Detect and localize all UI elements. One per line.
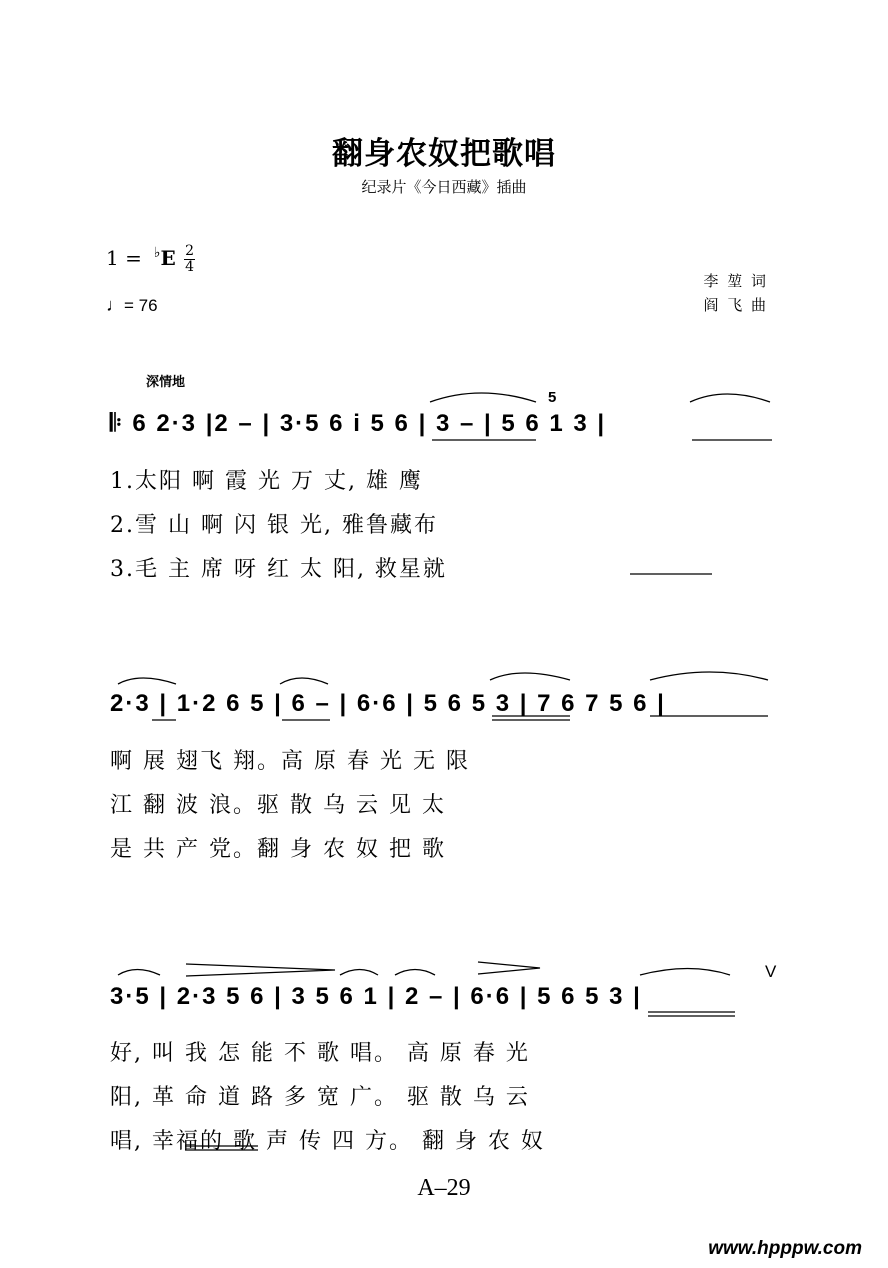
lyric-line-2-2: 江 翻 波 浪。驱 散 乌 云 见 太 xyxy=(110,793,446,818)
website-watermark: www.hpppw.com xyxy=(708,1238,862,1259)
notation-row-2: 2·3 | 1·2 6 5 | 6 – | 6·6 | 5 6 5 3 | 7 6 7 5 6 | xyxy=(110,690,666,717)
notation-row-1: 𝄆 6 2·3 |2 – | 3·5 6 i 5 6 | 3 – | 5 6 1 3 | xyxy=(110,410,607,437)
lyric-line-3-3: 唱, 幸福的 歌 声 传 四 方。 翻 身 农 奴 xyxy=(110,1129,545,1154)
flat-sign: ♭ xyxy=(153,245,161,262)
lyric-line-2-3: 是 共 产 党。翻 身 农 奴 把 歌 xyxy=(110,837,446,862)
song-subtitle: 纪录片《今日西藏》插曲 xyxy=(361,178,527,196)
time-signature-bottom: 4 xyxy=(185,259,194,275)
lyric-line-2-1: 啊 展 翅飞 翔。高 原 春 光 无 限 xyxy=(110,749,470,774)
key-label: 1 = xyxy=(106,246,142,270)
lyricist-credit: 李 堃 词 xyxy=(703,272,768,290)
song-title: 翻身农奴把歌唱 xyxy=(332,136,556,172)
quarter-note-icon: ♩ xyxy=(106,295,124,315)
time-change-mark: 5 xyxy=(548,389,557,406)
lyric-line-1-1: 1.太阳 啊 霞 光 万 丈, 雄 鹰 xyxy=(110,469,423,494)
lyric-line-1-2: 2.雪 山 啊 闪 银 光, 雅鲁藏布 xyxy=(110,513,438,538)
tempo-value: = 76 xyxy=(124,296,158,315)
key-note: E xyxy=(160,246,176,270)
lyric-line-3-2: 阳, 革 命 道 路 多 宽 广。 驱 散 乌 云 xyxy=(110,1085,530,1110)
time-signature-top: 2 xyxy=(185,243,194,259)
expression-mark: 深情地 xyxy=(146,375,186,390)
composer-credit: 阎 飞 曲 xyxy=(703,296,768,314)
lyric-line-1-3: 3.毛 主 席 呀 红 太 阳, 救星就 xyxy=(110,557,447,582)
lyric-line-3-1: 好, 叫 我 怎 能 不 歌 唱。 高 原 春 光 xyxy=(110,1041,530,1066)
page-number: A–29 xyxy=(417,1175,471,1201)
notation-row-3: 3·5 | 2·3 5 6 | 3 5 6 1 | 2 – | 6·6 | 5 6 5 3 | xyxy=(110,983,642,1010)
breath-mark: V xyxy=(765,962,777,981)
